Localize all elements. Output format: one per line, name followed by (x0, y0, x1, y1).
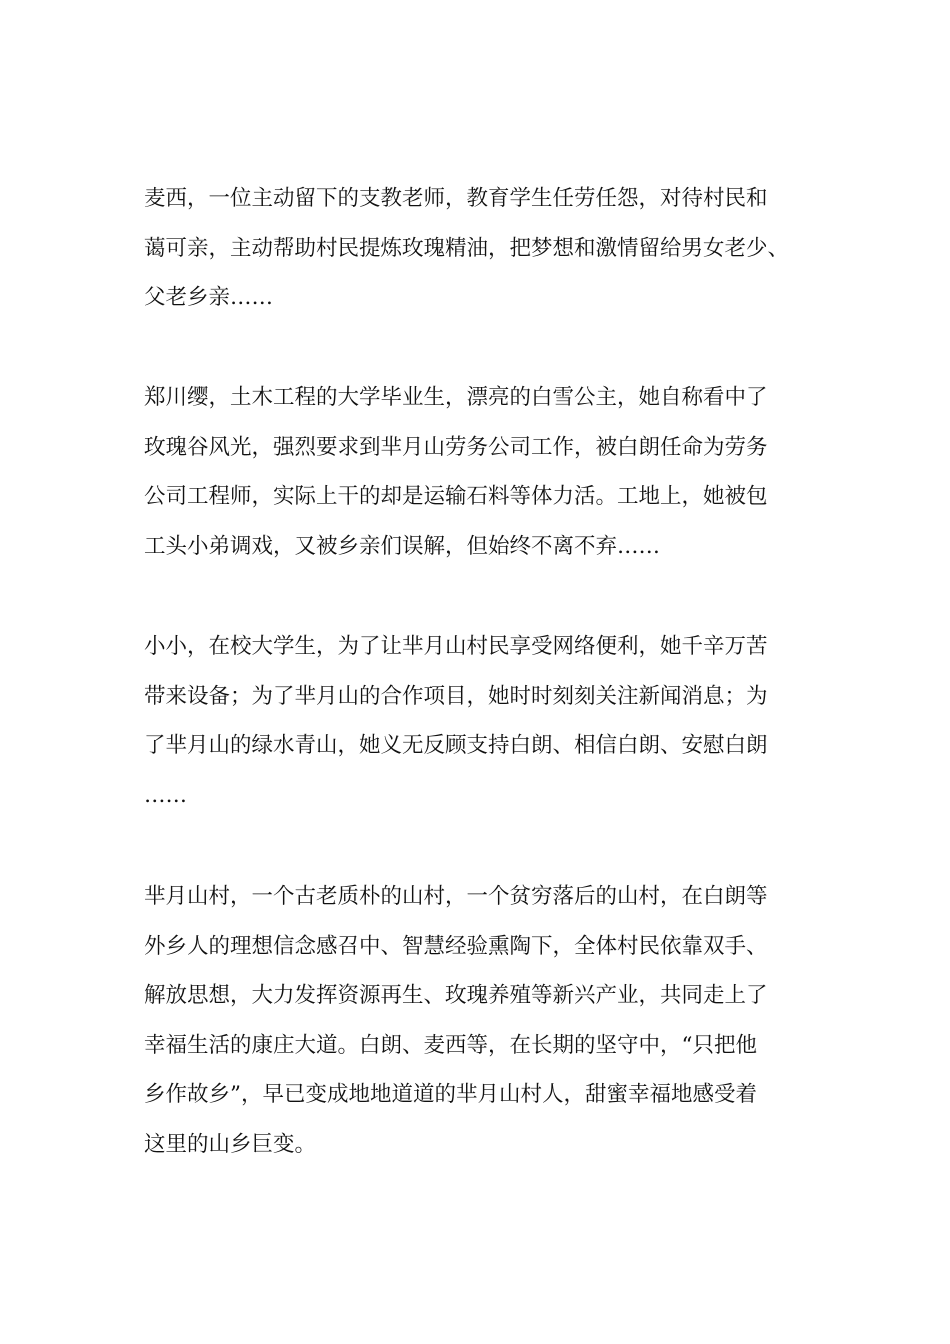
text-line: 解放思想，大力发挥资源再生、玫瑰养殖等新兴产业，共同走上了 (144, 983, 768, 1009)
text-line: 麦西，一位主动留下的支教老师，教育学生任劳任怨，对待村民和 (144, 186, 768, 211)
text-line: …… (144, 782, 187, 808)
paragraph-xiaoxiao (144, 622, 814, 820)
paragraph-zheng-chuanying (144, 373, 814, 571)
text-line: 蔼可亲，主动帮助村民提炼玫瑰精油，把梦想和激情留给男女老少、 (144, 235, 790, 261)
text-line: 芈月山村，一个古老质朴的山村，一个贫穷落后的山村，在白朗等 (144, 884, 768, 909)
text-line: 了芈月山的绿水青山，她义无反顾支持白朗、相信白朗、安慰白朗 (144, 733, 768, 759)
paragraph-miyueshan-village (144, 872, 814, 1170)
text-line: 乡作故乡”，早已变成地地道道的芈月山村人，甜蜜幸福地感受着 (144, 1082, 757, 1108)
text-line: 郑川缨，土木工程的大学毕业生，漂亮的白雪公主，她自称看中了 (144, 385, 768, 410)
text-line: 玫瑰谷风光，强烈要求到芈月山劳务公司工作，被白朗任命为劳务 (144, 434, 768, 460)
text-line: 带来设备；为了芈月山的合作项目，她时时刻刻关注新闻消息；为 (144, 683, 768, 709)
text-line: 父老乡亲…… (144, 285, 274, 311)
text-line: 外乡人的理想信念感召中、智慧经验熏陶下，全体村民依靠双手、 (144, 933, 768, 959)
paragraph-maixi (144, 174, 814, 323)
text-line: 幸福生活的康庄大道。白朗、麦西等，在长期的坚守中，“只把他 (144, 1032, 757, 1058)
text-line: 工头小弟调戏，又被乡亲们误解，但始终不离不弃…… (144, 533, 661, 559)
text-line: 公司工程师，实际上干的却是运输石料等体力活。工地上，她被包 (144, 484, 768, 510)
text-line: 小小，在校大学生，为了让芈月山村民享受网络便利，她千辛万苦 (144, 634, 768, 659)
text-line: 这里的山乡巨变。 (144, 1131, 317, 1157)
